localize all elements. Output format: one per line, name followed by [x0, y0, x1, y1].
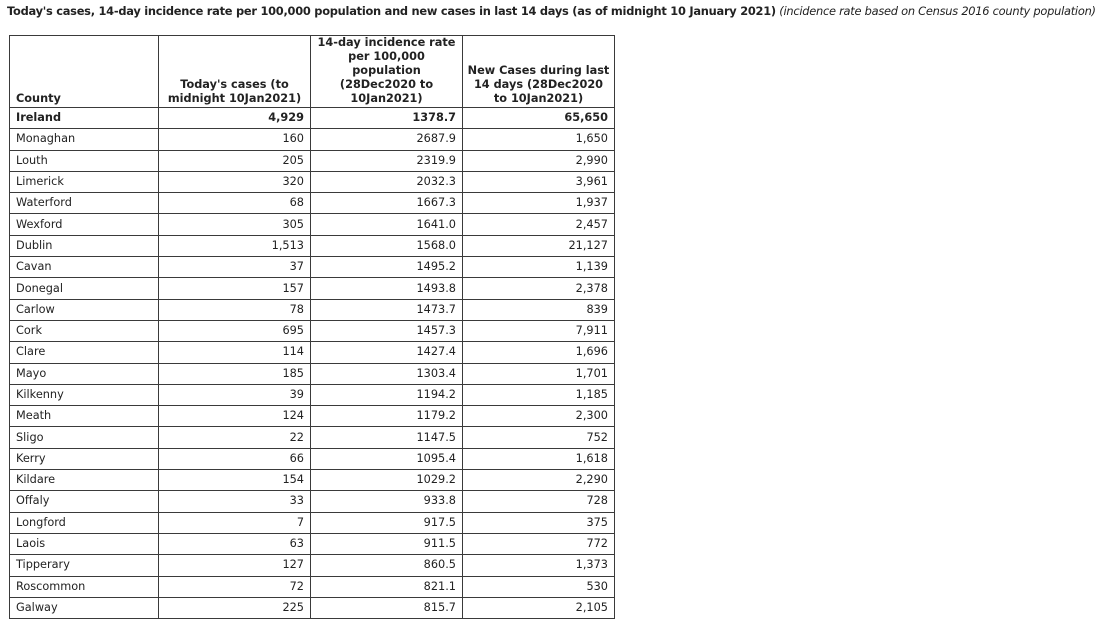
- cell-new-cases: 21,127: [463, 235, 615, 256]
- cell-incidence-rate: 2687.9: [311, 129, 463, 150]
- table-row: [10, 512, 615, 533]
- table-row: [10, 470, 615, 491]
- table-row: [10, 576, 615, 597]
- cell-todays-cases: 78: [159, 299, 311, 320]
- table-row: [10, 320, 615, 341]
- cell-incidence-rate: 1147.5: [311, 427, 463, 448]
- cell-todays-cases: 127: [159, 555, 311, 576]
- cell-incidence-rate: 860.5: [311, 555, 463, 576]
- cell-new-cases: 1,139: [463, 257, 615, 278]
- cell-todays-cases: 7: [159, 512, 311, 533]
- cell-county: Limerick: [10, 171, 159, 192]
- cell-new-cases: 2,290: [463, 470, 615, 491]
- table-row: [10, 448, 615, 469]
- cell-todays-cases: 695: [159, 320, 311, 341]
- cell-new-cases: 530: [463, 576, 615, 597]
- cell-incidence-rate: 1495.2: [311, 257, 463, 278]
- table-row: [10, 342, 615, 363]
- cell-new-cases: 2,105: [463, 597, 615, 618]
- cell-new-cases: 1,937: [463, 193, 615, 214]
- cell-incidence-rate: 1457.3: [311, 320, 463, 341]
- cell-new-cases: 2,990: [463, 150, 615, 171]
- table-row: [10, 150, 615, 171]
- cell-county: Kerry: [10, 448, 159, 469]
- cell-county: Clare: [10, 342, 159, 363]
- table-row: [10, 555, 615, 576]
- county-cases-table: [9, 35, 615, 619]
- cell-incidence-rate: 911.5: [311, 533, 463, 554]
- cell-todays-cases: 72: [159, 576, 311, 597]
- cell-new-cases: 1,701: [463, 363, 615, 384]
- table-row: [10, 406, 615, 427]
- table-row: [10, 427, 615, 448]
- cell-incidence-rate: 1667.3: [311, 193, 463, 214]
- cell-todays-cases: 22: [159, 427, 311, 448]
- cell-todays-cases: 160: [159, 129, 311, 150]
- cell-incidence-rate: 1179.2: [311, 406, 463, 427]
- caption-title: Today's cases, 14-day incidence rate per 100,000 population and new cases in last 14 days (as of midnight 10 January 2021): [7, 4, 776, 18]
- cell-new-cases: 1,618: [463, 448, 615, 469]
- cell-todays-cases: 320: [159, 171, 311, 192]
- cell-new-cases: 728: [463, 491, 615, 512]
- table-row-total: [10, 108, 615, 129]
- cell-incidence-rate: 2319.9: [311, 150, 463, 171]
- cell-todays-cases: 33: [159, 491, 311, 512]
- cell-county: Laois: [10, 533, 159, 554]
- cell-county: Cork: [10, 320, 159, 341]
- table-row: [10, 257, 615, 278]
- cell-county: Donegal: [10, 278, 159, 299]
- cell-county: Mayo: [10, 363, 159, 384]
- cell-incidence-rate: 1641.0: [311, 214, 463, 235]
- cell-county: Offaly: [10, 491, 159, 512]
- cell-new-cases: 375: [463, 512, 615, 533]
- cell-county: Carlow: [10, 299, 159, 320]
- table-row: [10, 214, 615, 235]
- cell-county: Kilkenny: [10, 384, 159, 405]
- cell-todays-cases: 66: [159, 448, 311, 469]
- cell-incidence-rate: 933.8: [311, 491, 463, 512]
- header-todays-cases: Today's cases (to midnight 10Jan2021): [159, 36, 311, 108]
- cell-todays-cases: 1,513: [159, 235, 311, 256]
- cell-county: Roscommon: [10, 576, 159, 597]
- cell-incidence-rate: 1427.4: [311, 342, 463, 363]
- table-caption: [7, 4, 1096, 19]
- cell-county: Waterford: [10, 193, 159, 214]
- table-row: [10, 533, 615, 554]
- header-incidence-rate: 14-day incidence rate per 100,000 population (28Dec2020 to 10Jan2021): [311, 36, 463, 108]
- cell-incidence-rate: 1029.2: [311, 470, 463, 491]
- cell-incidence-rate: 1493.8: [311, 278, 463, 299]
- cell-incidence-rate: 2032.3: [311, 171, 463, 192]
- cell-todays-cases: 205: [159, 150, 311, 171]
- cell-new-cases: 839: [463, 299, 615, 320]
- table-row: [10, 171, 615, 192]
- cell-county: Sligo: [10, 427, 159, 448]
- cell-county: Ireland: [10, 108, 159, 129]
- cell-incidence-rate: 1095.4: [311, 448, 463, 469]
- cell-new-cases: 2,378: [463, 278, 615, 299]
- cell-todays-cases: 124: [159, 406, 311, 427]
- cell-county: Wexford: [10, 214, 159, 235]
- cell-county: Monaghan: [10, 129, 159, 150]
- table-row: [10, 363, 615, 384]
- cell-county: Meath: [10, 406, 159, 427]
- cell-new-cases: 3,961: [463, 171, 615, 192]
- cell-county: Tipperary: [10, 555, 159, 576]
- cell-todays-cases: 114: [159, 342, 311, 363]
- cell-county: Galway: [10, 597, 159, 618]
- header-county: County: [10, 36, 159, 108]
- table-row: [10, 129, 615, 150]
- cell-todays-cases: 37: [159, 257, 311, 278]
- table-header-row: [10, 36, 615, 108]
- cell-new-cases: 1,650: [463, 129, 615, 150]
- cell-new-cases: 7,911: [463, 320, 615, 341]
- cell-incidence-rate: 815.7: [311, 597, 463, 618]
- cell-county: Dublin: [10, 235, 159, 256]
- cell-incidence-rate: 1194.2: [311, 384, 463, 405]
- cell-todays-cases: 185: [159, 363, 311, 384]
- cell-incidence-rate: 1303.4: [311, 363, 463, 384]
- caption-note: (incidence rate based on Census 2016 county population): [779, 4, 1096, 18]
- cell-new-cases: 752: [463, 427, 615, 448]
- cell-todays-cases: 305: [159, 214, 311, 235]
- cell-incidence-rate: 1378.7: [311, 108, 463, 129]
- table-row: [10, 597, 615, 618]
- cell-todays-cases: 154: [159, 470, 311, 491]
- cell-new-cases: 2,300: [463, 406, 615, 427]
- cell-incidence-rate: 821.1: [311, 576, 463, 597]
- cell-new-cases: 1,696: [463, 342, 615, 363]
- header-new-cases: New Cases during last 14 days (28Dec2020 to 10Jan2021): [463, 36, 615, 108]
- table-row: [10, 193, 615, 214]
- cell-incidence-rate: 1473.7: [311, 299, 463, 320]
- cell-todays-cases: 39: [159, 384, 311, 405]
- cell-county: Cavan: [10, 257, 159, 278]
- cell-county: Kildare: [10, 470, 159, 491]
- table-row: [10, 299, 615, 320]
- cell-incidence-rate: 917.5: [311, 512, 463, 533]
- cell-new-cases: 2,457: [463, 214, 615, 235]
- cell-county: Louth: [10, 150, 159, 171]
- table-row: [10, 491, 615, 512]
- cell-county: Longford: [10, 512, 159, 533]
- cell-new-cases: 65,650: [463, 108, 615, 129]
- cell-new-cases: 1,373: [463, 555, 615, 576]
- cell-todays-cases: 225: [159, 597, 311, 618]
- cell-todays-cases: 68: [159, 193, 311, 214]
- table-row: [10, 235, 615, 256]
- cell-todays-cases: 157: [159, 278, 311, 299]
- cell-incidence-rate: 1568.0: [311, 235, 463, 256]
- cell-new-cases: 1,185: [463, 384, 615, 405]
- cell-new-cases: 772: [463, 533, 615, 554]
- cell-todays-cases: 63: [159, 533, 311, 554]
- table-row: [10, 278, 615, 299]
- table-row: [10, 384, 615, 405]
- cell-todays-cases: 4,929: [159, 108, 311, 129]
